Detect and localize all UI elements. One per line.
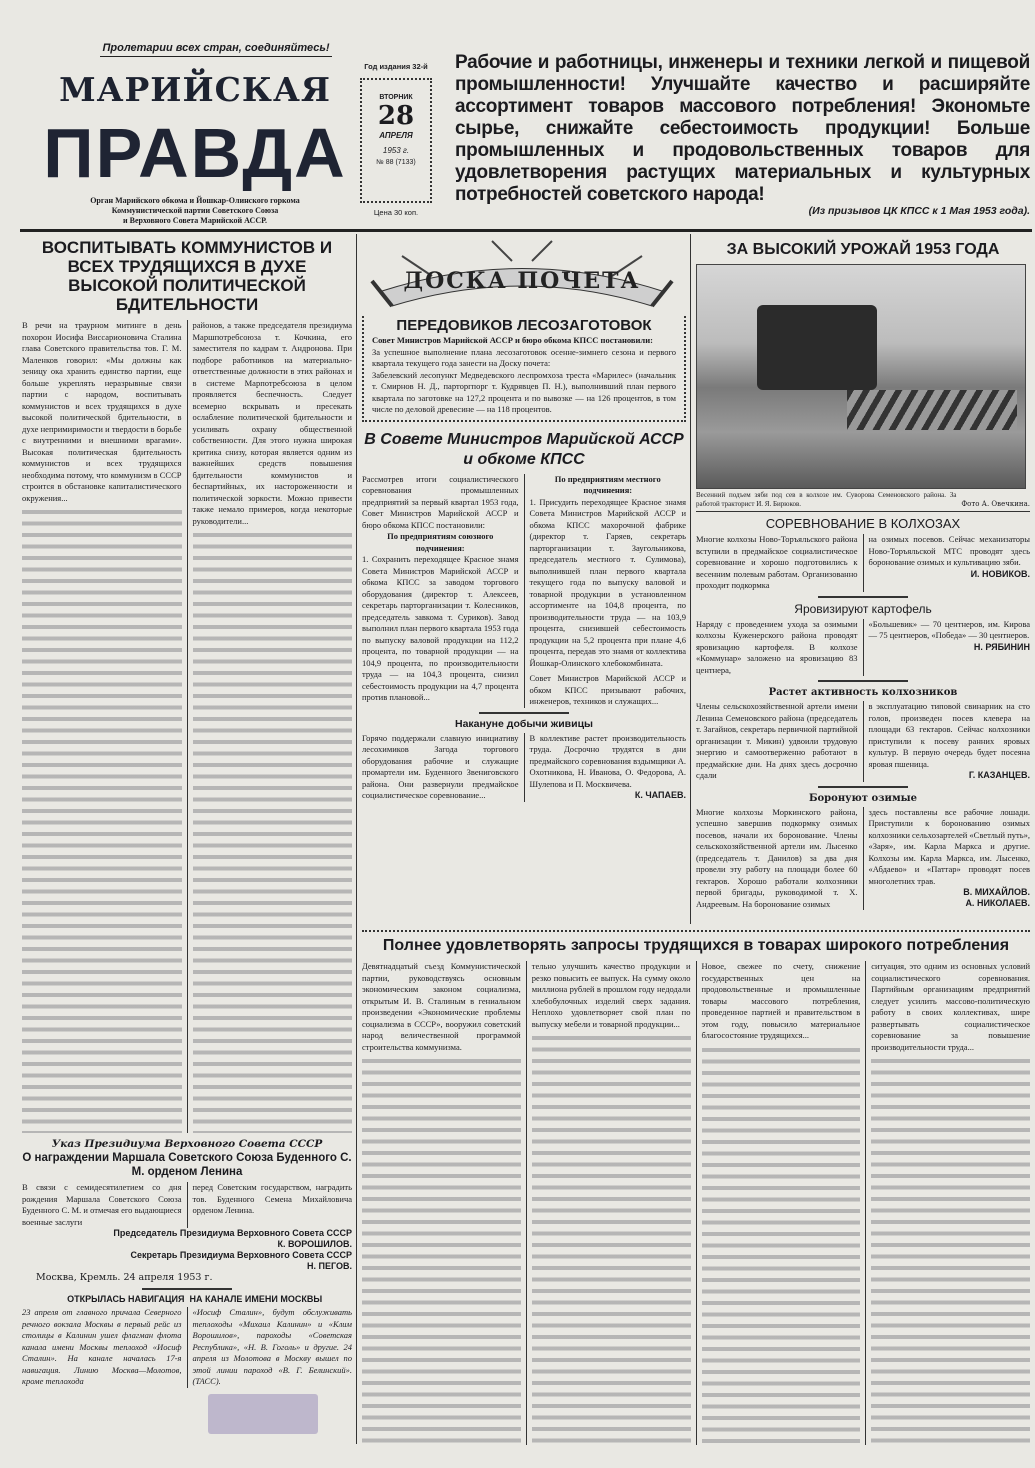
photo-caption-row <box>696 491 1030 512</box>
left-column-1 <box>22 320 182 1133</box>
tractor-photo <box>696 264 1026 489</box>
text-block <box>702 1045 861 1446</box>
left-headline: ВОСПИТЫВАТЬ КОММУНИСТОВ И ВСЕХ ТРУДЯЩИХСЯ В ДУХЕ ВЫСОКОЙ ПОЛИТИЧЕСКОЙ БДИТЕЛЬНОСТИ <box>41 238 333 314</box>
motto: Пролетарии всех стран, соединяйтесь! <box>100 42 332 57</box>
tractor-shape <box>757 305 877 390</box>
activity-col1: Члены сельскохозяйственной артели имени Ленина Семеновского района (председатель т. Загайнов, секретарь первичной партийной организации т. Микин) удвоили трудовую энергию и самоотверженно работают в предмайские дни. На днях здесь досрочно сдали <box>696 701 858 780</box>
council-text: 1. Сохранить переходящее Красное знамя Совета Министров Марийской АССР и обкома КПСС за заводом торгового оборудования (директор т. Алексеев, секретарь парторганизации т. Колесников, председатель завкома т. Суриков). Завод выполнил план первого квартала 1953 года по выпуску валовой продукции на 112,2 процента, по товарной продукции — на 104,9 процента, по производительности труда — на 104,3 процента, снизил себестоимость продукции на 4,7 процента против плановой... <box>362 554 519 702</box>
council-subhead: По предприятиям союзного подчинения: <box>387 531 494 553</box>
divider <box>818 596 908 598</box>
organ-line: и Верховного Совета Марийской АССР. <box>123 216 267 225</box>
decree-columns <box>22 1182 352 1228</box>
navigation-col1: 23 апреля от главного причала Северного речного вокзала Москвы в первый рейс из столицы в Калинин ушел флагман флота канала имени Москвы теплоход «Иосиф Сталин». На канале началась 17-я навигация. Линию Москва—Молотов, кроме теплохода <box>22 1307 182 1386</box>
column-rule <box>356 234 357 1444</box>
text-block <box>22 507 182 1133</box>
contest-col2: на озимых посевов. Сейчас механизаторы Ново-Торъяльской МТС проводят здесь боронование озимых и культивацию зяби. <box>868 534 1030 567</box>
council-col2 <box>524 474 687 708</box>
year: 1953 г. <box>382 146 410 155</box>
text-block <box>362 1056 521 1445</box>
editorial-columns <box>362 961 1030 1445</box>
harrow-signature-1: В. МИХАЙЛОВ. <box>963 887 1030 897</box>
editorial-title: Полнее удовлетворять запросы трудящихся в товарах широкого потребления <box>382 937 1010 954</box>
potato-signature: Н. РЯБИНИН <box>973 641 1030 652</box>
middle-column <box>362 236 686 802</box>
honor-box <box>362 316 686 422</box>
resin-col1: Горячо поддержали славную инициативу лесохимиков Загода торгового оборудования рабочие и служащие промартели им. Буденного Звениговского района. Они развернули предмайское социалистическое соревнование... <box>362 732 519 800</box>
honor-lead: Совет Министров Марийской АССР и бюро обкома КПСС постановили: <box>372 335 653 345</box>
column-rule <box>690 234 691 924</box>
honor-p2: Забелевский лесопункт Медведевского леспромхоза треста «Марилес» (начальник т. Смирнов Н. Д., парторгпорг т. Кудрявцев П. Н.), выполнивший план первого квартала по заготовке на 127,2 процента и по вывозке — на 126 процентов, в том числе по деловой древесине — на 118 процентов. <box>372 369 676 414</box>
council-lead: Рассмотрев итоги социалистического соревнования промышленных предприятий за первый квартал 1953 года, Совет Министров Марийской АССР и бюро обкома КПСС постановили: <box>362 473 519 530</box>
left-col2: районов, а также председателя президиума Маршпотребсоюза т. Кочкина, его заместителя по кадрам т. Андронова. При подборе работников на материально-ответственные должности в этих районах и в системе Марпотребсоюза в целом проявляется беспечность. Следует всемерно вскрывать и пресекать ослабление политической бдительности и усиливать охрану общественной собственности. Для этого нужна широкая критика снизу, которая является одним из важнейших средств повышения бдительности коммунистов и беспартийных, их настороженности и политической зоркости. Можно привести также немало примеров, когда некоторые руководители... <box>192 320 352 526</box>
navigation-title-b: НА КАНАЛЕ ИМЕНИ МОСКВЫ <box>189 1294 323 1304</box>
council-text: Совет Министров Марийской АССР и обком КПСС призывают рабочих, инженеров, техников и служащих... <box>529 673 686 706</box>
harrow-col1: Многие колхозы Моркинского района, успешно завершив подкормку озимых посевов, начали их боронование. Члены сельскохозяйственной артели им. Лысенко (председатель т. Данилов) за два дня провели эту работу на площади более 60 гектаров. Хорошо работали колхозники первой бригады, руководимой т. Х. Андреевым. На боронование озимых <box>696 806 858 909</box>
potato-title: Яровизируют картофель <box>794 601 932 616</box>
day: 28 <box>377 101 415 131</box>
text-block <box>193 530 353 1133</box>
month: АПРЕЛЯ <box>379 131 413 140</box>
year-of-publication: Год издания 32-й <box>364 62 428 71</box>
navigation-columns <box>22 1307 352 1388</box>
decree-title: О награждении Маршала Советского Союза Буденного С. М. орденом Ленина <box>22 1152 352 1178</box>
activity-columns <box>696 701 1030 782</box>
decree-sign2-title: Секретарь Президиума Верховного Совета СССР <box>130 1250 352 1260</box>
text-block <box>532 1033 691 1445</box>
contest-col1: Многие колхозы Ново-Торъяльского района вступили в предмайское социалистическое соревнование и хорошо подготовились к весенним полевым работам. Организованно проходит подкормка <box>696 534 858 590</box>
date-box <box>360 78 432 203</box>
council-columns <box>362 474 686 708</box>
left-col1: В речи на траурном митинге в день похорон Иосифа Виссарионовича Сталина глава Советского правительства тов. Г. М. Маленков говорил: «Мы должны как зеницу ока хранить единство партии, еще больше укреплять неразрывные связи партии с народом, воспитывать коммунистов и всех трудящихся в духе высокой политической бдительности, в духе непримиримости и твердости в борьбе с внутренними и внешними врагами». Высокая политическая бдительность коммунистов и всех трудящихся необходима потому, что коммунизм в СССР строится в обстановке капиталистического окружения... <box>22 320 182 503</box>
resin-title: Накануне добычи живицы <box>454 717 594 730</box>
decree-col1: В связи с семидесятилетием со дня рождения Маршала Советского Союза Буденного С. М. и отмечая его выдающиеся военные заслуги <box>22 1182 182 1227</box>
harrow-title: Боронуют озимые <box>808 792 918 804</box>
weekday: ВТОРНИК <box>379 94 413 101</box>
navigation-col2: «Иосиф Сталин», будут обслуживать теплоходы «Михаил Калинин» и «Клим Ворошилов», пароходы «Советская Республика», «Н. В. Гоголь» и другие. 24 апреля из Молотова в Москву вышел по этой линии пароход «В. Г. Белинский». (ТАСС). <box>192 1307 352 1386</box>
divider <box>818 786 908 788</box>
decree-col2: перед Советским государством, наградить тов. Буденного Семена Михайловича орденом Ленина. <box>192 1182 352 1215</box>
potato-col2: «Большевик» — 70 центнеров, им. Кирова — 75 центнеров, «Победа» — 30 центнеров. <box>868 618 1030 640</box>
library-stamp <box>208 1394 318 1434</box>
harvest-title: ЗА ВЫСОКИЙ УРОЖАЙ 1953 ГОДА <box>726 241 1000 258</box>
honor-board-banner <box>362 236 682 316</box>
navigation-titles <box>22 1294 352 1305</box>
contest-title: СОРЕВНОВАНИЕ В КОЛХОЗАХ <box>765 516 961 531</box>
decree-kicker: Указ Президиума Верховного Совета СССР <box>51 1138 323 1150</box>
organ-line: Коммунистической партии Советского Союза <box>111 206 279 215</box>
slogan: Рабочие и работницы, инженеры и техники легкой и пищевой промышленности! Улучшайте качество и расширяйте ассортимент товаров массового потребления! Экономьте сырье, снижайте себестоимость продукции! Больше промышленных и продовольственных товаров для удовлетворения растущих материальных и культурных потребностей советского народа! <box>455 52 1030 205</box>
organ-line: Орган Марийского обкома и Йошкар-Олинского горкома <box>90 196 300 205</box>
council-col1 <box>362 474 519 708</box>
honor-banner-text: ДОСКА ПОЧЕТА <box>403 268 641 294</box>
activity-title: Растет активность колхозников <box>768 687 958 698</box>
left-columns <box>22 320 352 1133</box>
resin-signature: К. ЧАПАЕВ. <box>634 790 686 800</box>
harrow-signature-2: А. НИКОЛАЕВ. <box>965 898 1030 908</box>
masthead-organ <box>35 196 355 226</box>
masthead-rule <box>20 229 1032 232</box>
honor-p1: За успешное выполнение плана лесозаготовок осенне-зимнего сезона и первого квартала текущего года занести на Доску почета: <box>372 346 676 368</box>
decree-sign2-name: Н. ПЕГОВ. <box>307 1261 352 1271</box>
masthead-title-top: МАРИЙСКАЯ <box>59 70 331 109</box>
harrow-col2: здесь поставлены все рабочие лошади. Приступили к боронованию озимых колхозники сельхозартелей «Светлый путь», «Заря», им. Карла Маркса и другие. Колхозы им. Карла Маркса, им. Лысенко, «Абдаево» и «Паттар» проводят посев многолетних трав. <box>868 806 1030 886</box>
decree-sign1-name: К. ВОРОШИЛОВ. <box>277 1239 352 1249</box>
navigation-title-a: ОТКРЫЛАСЬ НАВИГАЦИЯ <box>67 1294 185 1304</box>
divider <box>479 712 569 714</box>
contest-signature: И. НОВИКОВ. <box>970 568 1030 579</box>
left-column-2 <box>187 320 353 1133</box>
harrow-columns <box>696 807 1030 911</box>
resin-col2: В коллективе растет производительность труда. Досрочно трудятся в дни предмайского соревнования вздымщики А. Охотникова, Н. Иванова, О. Федорова, А. Шулепова и П. Москвичева. <box>529 732 686 789</box>
masthead-title-main: ПРАВДА <box>43 114 347 192</box>
photo-caption: Весенний подъем зяби под сев в колхозе им. Суворова Семеновского района. За работой тракторист И. Я. Бирюков. <box>696 491 957 508</box>
council-title-1: В Совете Министров Марийской АССР <box>364 430 684 448</box>
editorial <box>362 930 1030 1445</box>
left-article <box>22 238 352 1133</box>
divider <box>142 1288 232 1290</box>
council-subhead: По предприятиям местного подчинения: <box>554 473 661 495</box>
council-title-2: и обкоме КПСС <box>463 450 585 468</box>
decree-sign1-title: Председатель Президиума Верховного Совета СССР <box>113 1228 352 1238</box>
honor-title: ПЕРЕДОВИКОВ ЛЕСОЗАГОТОВОК <box>396 317 652 334</box>
editorial-col: ситуация, это одним из основных условий социалистического соревнования. Партийным организациям предприятий следует усилить массово-политическую работу в своих коллективах, шире развертывать социалистическое соревнование за повышение производительности труда... <box>871 961 1030 1052</box>
price: Цена 30 коп. <box>373 208 419 217</box>
editorial-col: Девятнадцатый съезд Коммунистической партии, руководствуясь основным экономическим законом социализма, открытым И. В. Сталиным в гениальном произведении «Экономические проблемы социализма в СССР», вооружил советский народ величественной программой строительства коммунизма. <box>362 961 521 1052</box>
contest-columns <box>696 534 1030 592</box>
photo-credit: Фото А. Овечкина. <box>961 500 1030 508</box>
editorial-col: тельно улучшить качество продукции и резко повысить ее выпуск. На сумму около миллиона рублей в прошлом году недодали хлебобулочных изделий сверх задания. Неплохо удовлетворяет свой план по выпуску мебели и товарной продукции... <box>531 961 691 1029</box>
resin-columns <box>362 733 686 802</box>
potato-columns <box>696 619 1030 677</box>
activity-col2: в эксплуатацию типовой свинарник на сто голов, произведен посев клевера на площади 63 гектаров. Сейчас колхозники приступили к посеву ранних яровых культур. В первую очередь будет посеяна яровая пшеница. <box>868 701 1030 769</box>
divider <box>818 680 908 682</box>
activity-signature: Г. КАЗАНЦЕВ. <box>968 770 1030 780</box>
decree <box>22 1138 352 1434</box>
council-text: 1. Присудить переходящее Красное знамя Совета Министров Марийской АССР и обкома КПСС махорочной фабрике (директор т. Гаряев, секретарь парторганизации т. Заугольникова, председатель местного т. Сулимова), выполнившей план первого квартала текущего года по выпуску валовой и товарной продукции в установленном ассортименте на 104,8 процента, по производительности труда — на 103,9 процента, снизившей себестоимость продукции на 5,2 процента при плане 4,6 процента, передав это знамя от коллектива Йошкар-Олинского хлебокомбината. <box>529 496 686 668</box>
text-block <box>871 1056 1030 1445</box>
decree-place-date: Москва, Кремль. 24 апреля 1953 г. <box>36 1272 213 1283</box>
right-column <box>696 240 1030 910</box>
potato-col1: Наряду с проведением ухода за озимыми колхозы Куженерского района проводят яровизацию картофеля. В колхозе «Коммунар» заложено на яровизацию 83 центнера, <box>696 618 858 675</box>
issue-number: № 88 (7133) <box>376 159 416 166</box>
plough-shape <box>847 390 1017 430</box>
slogan-source: (Из призывов ЦК КПСС к 1 Мая 1953 года). <box>808 205 1030 217</box>
editorial-col: Новое, свежее по счету, снижение государственных цен на продовольственные и промышленные товары массового потребления, проведенное партией и правительством в этом году, повысило материальное благосостояние трудящихся... <box>701 961 861 1040</box>
